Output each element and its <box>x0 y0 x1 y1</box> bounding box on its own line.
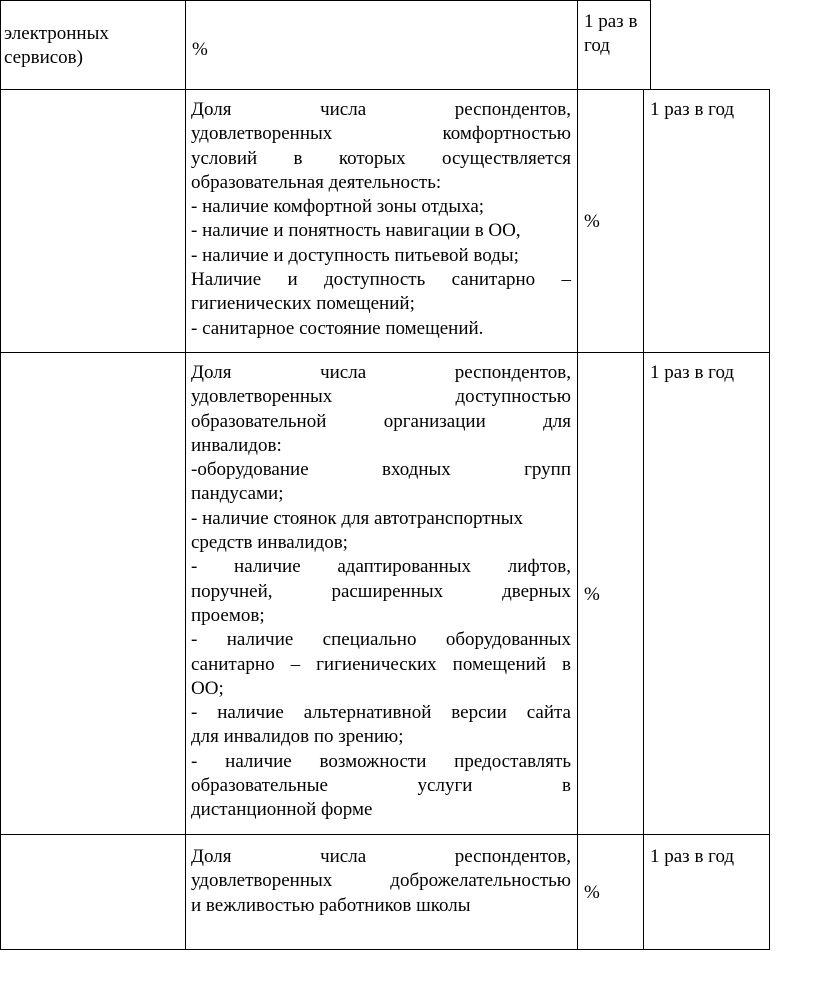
cell-text: год <box>584 35 610 57</box>
text-line: санитарно – гигиенических помещений в <box>191 653 571 675</box>
text-line: и вежливостью работников школы <box>191 894 471 916</box>
text-line: проемов; <box>191 604 265 626</box>
text-line: дистанционной форме <box>191 799 373 821</box>
indicator-description <box>191 845 571 918</box>
text-line: средств инвалидов; <box>191 532 348 554</box>
text-line: Доля числа респондентов, <box>191 846 571 867</box>
text-line: образовательной организации для <box>191 410 571 432</box>
row-border <box>0 89 770 90</box>
unit-cell: % <box>192 39 208 60</box>
frequency-cell: 1 раз в год <box>650 846 735 867</box>
text-line: Доля числа респондентов, <box>191 99 571 120</box>
text-line: - наличие стоянок для автотранспортных <box>191 507 524 529</box>
text-line: - наличие специально оборудованных <box>191 629 571 651</box>
unit-cell: % <box>584 584 600 605</box>
text-line: удовлетворенных комфортностью <box>191 123 571 145</box>
text-line: пандусами; <box>191 483 284 505</box>
row-border <box>0 352 770 353</box>
indicator-description <box>191 361 571 823</box>
text-line: - наличие и доступность питьевой воды; <box>191 244 519 266</box>
row-border <box>0 0 651 1</box>
text-line: инвалидов: <box>191 434 282 456</box>
text-line: условий в которых осуществляется <box>191 147 571 169</box>
col-border <box>650 0 651 89</box>
table-row <box>4 22 182 71</box>
text-line: для инвалидов по зрению; <box>191 726 404 748</box>
text-line: гигиенических помещений; <box>191 293 415 315</box>
cell-text: 1 раз в <box>584 11 638 32</box>
text-line: ОО; <box>191 677 224 699</box>
col-border <box>769 89 770 950</box>
text-line: удовлетворенных доступностью <box>191 386 571 408</box>
text-line: удовлетворенных доброжелательностью <box>191 870 571 892</box>
text-line: Доля числа респондентов, <box>191 362 571 383</box>
col-border <box>643 89 644 950</box>
text-line: Наличие и доступность санитарно – <box>191 269 571 291</box>
cell-text: сервисов) <box>4 47 83 69</box>
col-border <box>577 0 578 950</box>
col-border <box>185 0 186 950</box>
text-line: - наличие возможности предоставлять <box>191 750 571 772</box>
text-line: - наличие и понятность навигации в ОО, <box>191 220 521 242</box>
text-line: - санитарное состояние помещений. <box>191 317 484 339</box>
col-border <box>0 0 1 950</box>
text-line: - наличие альтернативной версии сайта <box>191 702 571 724</box>
row-border <box>0 834 770 835</box>
frequency-cell: 1 раз в год <box>650 99 735 120</box>
text-line: образовательная деятельность: <box>191 171 442 193</box>
cell-text: электронных <box>4 23 109 44</box>
frequency-cell <box>584 10 648 59</box>
text-line: - наличие комфортной зоны отдыха; <box>191 196 485 218</box>
indicator-description <box>191 98 571 341</box>
unit-cell: % <box>584 882 600 903</box>
text-line: образовательные услуги в <box>191 775 571 797</box>
row-border <box>0 949 770 950</box>
frequency-cell: 1 раз в год <box>650 362 735 383</box>
text-line: -оборудование входных групп <box>191 459 571 481</box>
text-line: поручней, расширенных дверных <box>191 580 571 602</box>
unit-cell: % <box>584 211 600 232</box>
text-line: - наличие адаптированных лифтов, <box>191 556 571 578</box>
